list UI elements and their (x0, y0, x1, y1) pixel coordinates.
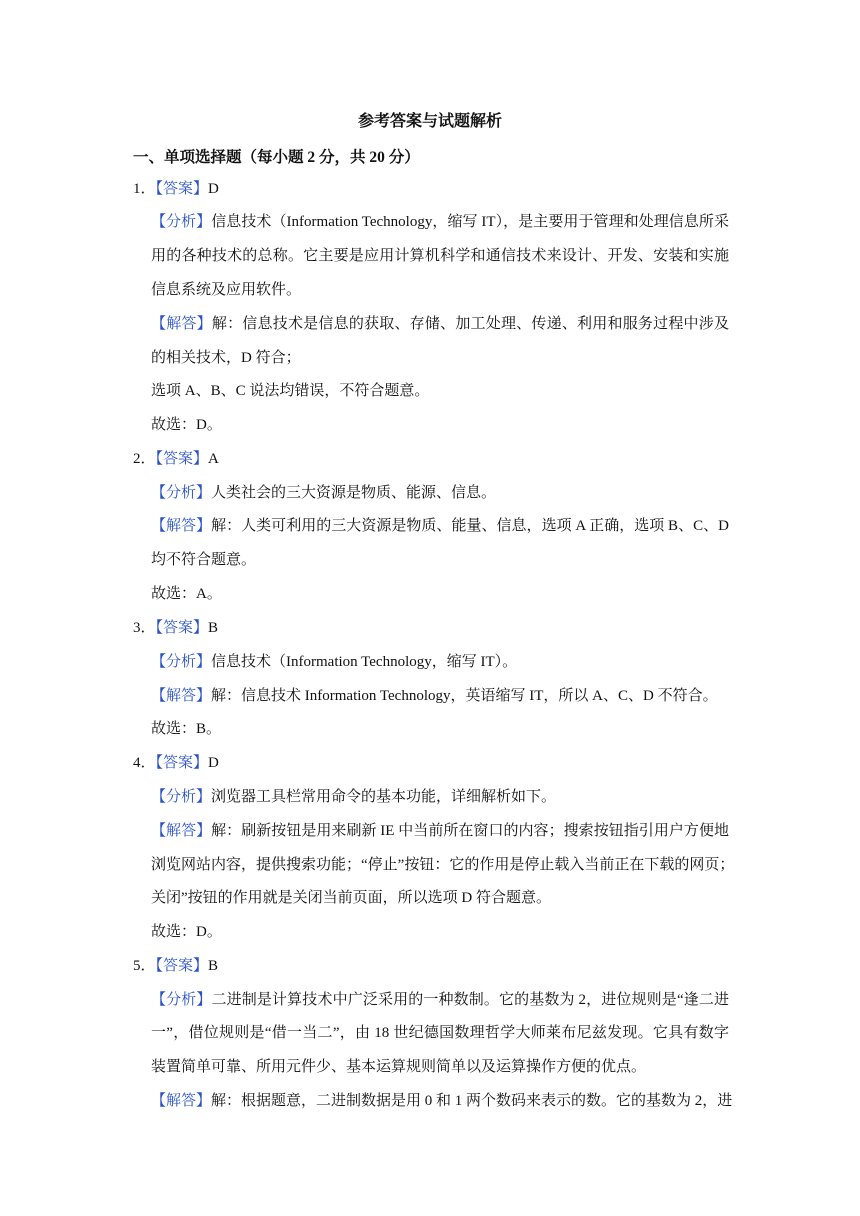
solution-tag: 【解答】 (151, 1093, 212, 1109)
answer-tag: 【答案】 (155, 958, 209, 974)
q3-analysis-text-1: 信息技术（Information Technology，缩写 IT）。 (211, 654, 518, 670)
q5-solution-line-1 (151, 1089, 733, 1113)
q5-solution-text-1: 解：根据题意，二进制数据是用 0 和 1 两个数码来表示的数。它的基数为 2，进 (211, 1093, 733, 1109)
q4-solution-line-4: 故选：D。 (151, 924, 222, 940)
q3-number: 3． (133, 620, 156, 636)
q1-answer: D (208, 181, 219, 197)
q1-solution-line-1 (151, 312, 729, 336)
q3-answer: B (208, 620, 219, 636)
q5-answer-line (133, 954, 218, 978)
q1-analysis-line-1 (151, 210, 729, 234)
q5-number: 5． (133, 958, 156, 974)
q4-answer-line (133, 751, 219, 775)
q5-answer: B (208, 958, 219, 974)
solution-tag: 【解答】 (151, 823, 212, 839)
q2-answer: A (208, 451, 219, 467)
q1-analysis-line-2: 用的各种技术的总称。它主要是应用计算机科学和通信技术来设计、开发、安装和实施 (151, 248, 729, 264)
q4-number: 4． (133, 755, 156, 771)
analysis-tag: 【分析】 (151, 992, 212, 1008)
analysis-tag: 【分析】 (151, 214, 212, 230)
q3-analysis-line-1 (151, 650, 517, 674)
q3-answer-line (133, 616, 218, 640)
q1-solution-line-2: 的相关技术，D 符合； (151, 350, 301, 366)
q1-analysis-line-3: 信息系统及应用软件。 (151, 282, 302, 298)
q3-solution-line-2: 故选：B。 (151, 721, 222, 737)
solution-tag: 【解答】 (151, 688, 212, 704)
answer-tag: 【答案】 (155, 620, 209, 636)
q5-analysis-line-3: 装置简单可靠、所用元件少、基本运算规则简单以及运算操作方便的优点。 (151, 1059, 647, 1075)
q3-solution-text-1: 解：信息技术 Information Technology，英语缩写 IT，所以 A、C、D 不符合。 (211, 688, 718, 704)
q2-analysis-line-1 (151, 481, 496, 505)
q4-analysis-line-1 (151, 785, 556, 809)
q5-analysis-line-1 (151, 988, 729, 1012)
q5-analysis-text-1: 二进制是计算技术中广泛采用的一种数制。它的基数为 2，进位规则是“逢二进 (211, 992, 729, 1008)
q2-analysis-text-1: 人类社会的三大资源是物质、能源、信息。 (211, 485, 497, 501)
analysis-tag: 【分析】 (151, 485, 212, 501)
answer-tag: 【答案】 (155, 451, 209, 467)
q3-solution-line-1 (151, 684, 718, 708)
answer-tag: 【答案】 (155, 181, 209, 197)
q5-analysis-line-2: 一”，借位规则是“借一当二”，由 18 世纪德国数理哲学大师莱布尼兹发现。它具有数字 (151, 1025, 729, 1041)
answer-tag: 【答案】 (155, 755, 209, 771)
q1-solution-text-1: 解：信息技术是信息的获取、存储、加工处理、传递、利用和服务过程中涉及 (211, 316, 729, 332)
analysis-tag: 【分析】 (151, 654, 212, 670)
solution-tag: 【解答】 (151, 518, 212, 534)
q2-solution-text-1: 解：人类可利用的三大资源是物质、能量、信息，选项 A 正确，选项 B、C、D (211, 518, 729, 534)
q2-solution-line-3: 故选：A。 (151, 586, 222, 602)
page-title: 参考答案与试题解析 (357, 113, 502, 130)
q2-solution-line-1 (151, 514, 729, 538)
q2-number: 2． (133, 451, 156, 467)
q2-answer-line (133, 447, 219, 471)
q1-solution-line-3: 选项 A、B、C 说法均错误，不符合题意。 (151, 383, 430, 399)
q4-solution-line-2: 浏览网站内容，提供搜索功能；“停止”按钮：它的作用是停止载入当前正在下载的网页； (151, 857, 735, 873)
q4-solution-text-1: 解：刷新按钮是用来刷新 IE 中当前所在窗口的内容；搜索按钮指引用户方便地 (211, 823, 729, 839)
q2-solution-line-2: 均不符合题意。 (151, 552, 257, 568)
section-heading: 一、单项选择题（每小题 2 分，共 20 分） (133, 149, 420, 166)
solution-tag: 【解答】 (151, 316, 212, 332)
analysis-tag: 【分析】 (151, 789, 212, 805)
q1-answer-line (133, 177, 219, 201)
q1-analysis-text-1: 信息技术（Information Technology，缩写 IT），是主要用于管理和处理信息所采 (211, 214, 729, 230)
q4-analysis-text-1: 浏览器工具栏常用命令的基本功能，详细解析如下。 (211, 789, 557, 805)
q1-number: 1． (133, 181, 156, 197)
q4-answer: D (208, 755, 219, 771)
q1-solution-line-4: 故选：D。 (151, 417, 222, 433)
q4-solution-line-3: 关闭”按钮的作用就是关闭当前页面，所以选项 D 符合题意。 (151, 890, 551, 906)
q4-solution-line-1 (151, 819, 729, 843)
